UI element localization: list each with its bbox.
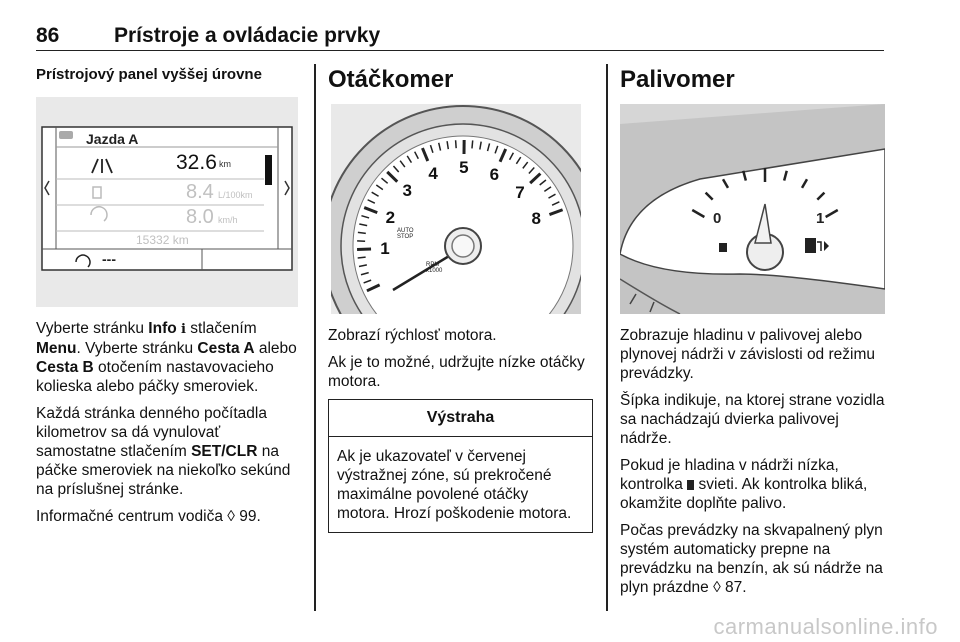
tachometer-number: 4 (428, 163, 438, 183)
instrument-display-illustration (36, 97, 298, 307)
speed-unit: km/h (218, 215, 238, 225)
consumption-value: 8.4 (186, 181, 214, 203)
consumption-unit: L/100km (218, 190, 253, 200)
fuel-full-label: 1 (816, 210, 825, 227)
bottom-value: --- (102, 251, 116, 267)
info-icon: i (181, 322, 186, 337)
tachometer-tick (456, 140, 457, 148)
distance-value: 32.6 (176, 151, 217, 174)
fuel-gauge-illustration (620, 104, 885, 314)
autostop-label: AUTO STOP (397, 228, 414, 240)
paragraph-3: Pokud je hladina v nádrži nízka, kontrolka svieti. Ak kontrolka bliká, okamžite doplňte palivo. (620, 457, 868, 512)
tachometer-tick (358, 257, 366, 258)
cross-reference-arrow-icon: ◊ (227, 508, 235, 525)
section-heading-fuel-gauge: Palivomer (620, 66, 735, 93)
trip-name: Jazda A (86, 131, 139, 147)
tachometer-number: 1 (380, 238, 390, 258)
tachometer-number: 8 (531, 209, 542, 229)
car-icon (59, 131, 73, 139)
fuel-pump-icon (805, 238, 816, 253)
tachometer-number: 7 (515, 182, 525, 202)
paragraph-1: Vyberte stránku Info i stlačením Menu. Vyberte stránku Cesta A alebo Cesta B otočením nastavovacieho kolieska alebo páčky smeroviek. (36, 320, 297, 395)
tachometer-tick (472, 140, 473, 148)
fuel-pump-small-icon (719, 243, 727, 252)
paragraph-2: Každá stránka denného počítadla kilometrov sa dá vynulovať samostatne stlačením SET/CLR na páčke smeroviek na niekoľko sekúnd na príslušnej stránke. (36, 405, 291, 498)
speed-value: 8.0 (186, 206, 214, 228)
column-3 (620, 66, 888, 605)
page-header (36, 24, 884, 51)
tachometer-illustration (331, 104, 581, 314)
tachometer-number: 5 (459, 158, 469, 177)
column-divider-2 (606, 64, 608, 611)
tachometer-number: 6 (489, 164, 500, 184)
column-2 (328, 66, 593, 533)
column-divider-1 (314, 64, 316, 611)
column-1 (36, 66, 302, 534)
odometer-value: 15332 km (136, 233, 189, 247)
paragraph-2: Ak je to možné, udržujte nízke otáčky motora. (328, 354, 585, 390)
section-heading-tachometer: Otáčkomer (328, 66, 454, 93)
tachometer-number: 3 (402, 181, 412, 201)
paragraph-1: Zobrazí rýchlosť motora. (328, 327, 497, 344)
fuel-empty-label: 0 (713, 210, 722, 227)
scroll-indicator (265, 155, 272, 185)
paragraph-4: Počas prevádzky na skvapalnený plyn systém automaticky prepne na prevádzku na benzín, ak sú nádrže na plyn prázdne ◊ 87. (620, 522, 883, 596)
warning-body: Ak je ukazovateľ v červenej výstražnej zóne, sú prekročené maximálne povolené otáčky motora. Hrozí poškodenie motora. (337, 448, 572, 522)
section-subtitle: Prístrojový panel vyššej úrovne (36, 66, 262, 83)
paragraph-2: Šípka indikuje, na ktorej strane vozidla sa nachádzajú dvierka palivovej nádrže. (620, 392, 885, 447)
watermark: carmanualsonline.info (713, 614, 938, 639)
display-screen (36, 97, 298, 307)
page-number: 86 (36, 24, 60, 47)
cross-reference-arrow-icon: ◊ (713, 579, 721, 596)
rpm-label: RPM x1000 (426, 262, 443, 274)
warning-title: Výstraha (329, 400, 592, 437)
warning-box (328, 399, 593, 533)
page-title: Prístroje a ovládacie prvky (114, 24, 381, 47)
tachometer-tick (358, 232, 366, 233)
paragraph-3: Informačné centrum vodiča ◊ 99. (36, 508, 261, 525)
tachometer-number: 2 (385, 207, 396, 227)
distance-unit: km (219, 159, 231, 169)
paragraph-1: Zobrazuje hladinu v palivovej alebo plynovej nádrži v závislosti od režimu prevádzky. (620, 327, 875, 382)
